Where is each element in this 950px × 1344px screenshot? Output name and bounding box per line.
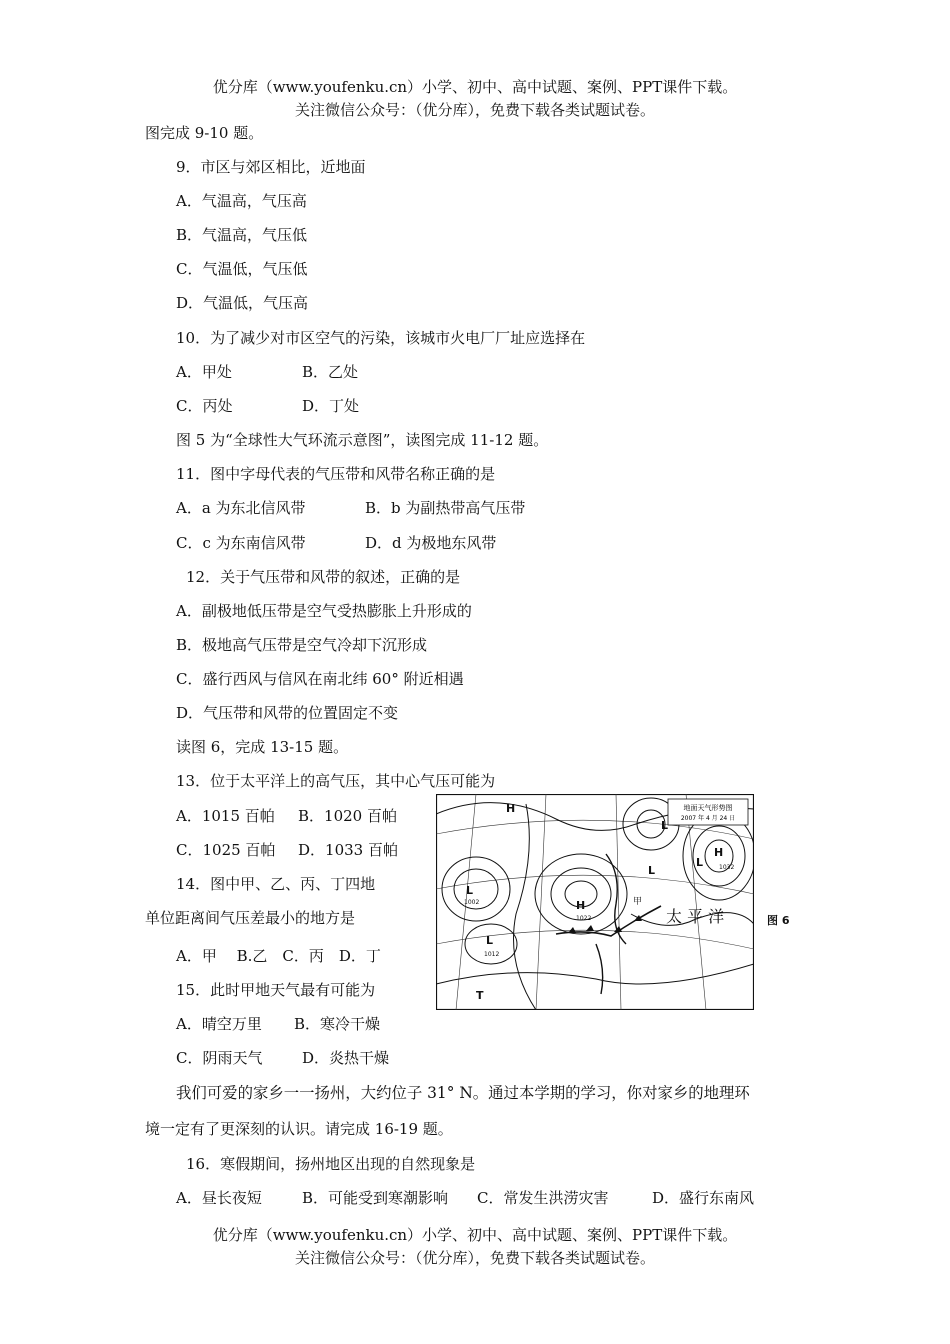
q15-option-b: B．寒冷干燥 [294,1015,381,1033]
q9-option-a: A．气温高，气压高 [176,192,307,210]
q13-option-d: D．1033 百帕 [298,841,398,859]
q10-option-b: B．乙处 [302,363,359,381]
weather-map-figure [436,794,754,1010]
map-mark-l-2: L [648,864,656,877]
q9-stem: 9．市区与郊区相比，近地面 [176,158,366,176]
q11-stem: 11．图中字母代表的气压带和风带名称正确的是 [176,465,496,483]
q15-option-a: A．晴空万里 [176,1015,262,1033]
map-mark-l-5: L [486,934,494,947]
q12-stem: 12．关于气压带和风带的叙述，正确的是 [186,568,461,586]
map-mark-l-1: L [466,884,474,897]
q13-stem: 13．位于太平洋上的高气压，其中心气压可能为 [176,772,496,790]
map-mark-h-2: H [576,899,586,912]
q10-option-a: A．甲处 [176,363,232,381]
q10-stem: 10．为了减少对市区空气的污染，该城市火电厂厂址应选择在 [176,329,586,347]
q15-stem: 15．此时甲地天气最有可能为 [176,981,376,999]
q16-option-a: A．昼长夜短 [176,1189,262,1207]
q14-options: A．甲 B.乙 C．丙 D．丁 [176,947,381,965]
map-ocean-label: 太 平 洋 [666,907,725,926]
q12-option-c: C．盛行西风与信风在南北纬 60° 附近相遇 [176,670,464,688]
map-mark-jia: 甲 [633,897,643,907]
yangzhou-line-2: 境一定有了更深刻的认识。请完成 16-19 题。 [145,1120,453,1138]
q12-option-a: A．副极地低压带是空气受热膨胀上升形成的 [176,602,472,620]
q10-option-d: D．丁处 [302,397,360,415]
header-line-2: 关注微信公众号：（优分库），免费下载各类试题试卷。 [294,101,655,119]
q12-option-b: B．极地高气压带是空气冷却下沉形成 [176,636,428,654]
map-mark-h-1: H [506,802,516,815]
q11-option-a: A．a 为东北信风带 [176,499,306,517]
map-value-1012: 1012 [484,951,500,958]
intro-fig5: 图 5 为“全球性大气环流示意图”，读图完成 11-12 题。 [176,431,549,449]
q16-stem: 16．寒假期间，扬州地区出现的自然现象是 [186,1155,476,1173]
q16-option-c: C．常发生洪涝灾害 [477,1189,609,1207]
q14-stem-2: 单位距离间气压差最小的地方是 [145,909,356,927]
intro-fig6: 读图 6，完成 13-15 题。 [176,738,349,756]
q11-option-b: B．b 为副热带高气压带 [365,499,526,517]
q15-option-c: C．阴雨天气 [176,1049,263,1067]
map-mark-l-4: L [696,856,704,869]
map-value-1022: 1022 [576,915,592,922]
map-mark-t: T [476,989,484,1002]
q13-option-b: B．1020 百帕 [298,807,397,825]
footer-line-1: 优分库（www.youfenku.cn）小学、初中、高中试题、案例、PPT课件下载。 [212,1226,738,1244]
q14-stem-1: 14．图中甲、乙、丙、丁四地 [176,875,376,893]
figure-6-label: 图 6 [767,914,790,927]
q10-option-c: C．丙处 [176,397,233,415]
q16-option-d: D．盛行东南风 [652,1189,755,1207]
q15-option-d: D．炎热干燥 [302,1049,390,1067]
q9-option-d: D．气温低，气压高 [176,294,309,312]
q11-option-d: D．d 为极地东风带 [365,534,497,552]
q9-option-c: C．气温低，气压低 [176,260,308,278]
map-mark-l-3: L [661,819,669,832]
q13-option-c: C．1025 百帕 [176,841,276,859]
yangzhou-line-1: 我们可爱的家乡一一扬州，大约位子 31° N。通过本学期的学习，你对家乡的地理环 [176,1084,750,1102]
map-date: 2007 年 4 月 24 日 [680,815,736,822]
map-value-1002: 1002 [464,899,480,906]
q13-option-a: A．1015 百帕 [176,807,275,825]
q16-option-b: B．可能受到寒潮影响 [302,1189,449,1207]
map-value-1032: 1032 [719,864,735,871]
map-mark-h-3: H [714,846,724,859]
footer-line-2: 关注微信公众号：（优分库），免费下载各类试题试卷。 [294,1249,655,1267]
intro-tail: 图完成 9-10 题。 [145,124,264,142]
q9-option-b: B．气温高，气压低 [176,226,308,244]
q12-option-d: D．气压带和风带的位置固定不变 [176,704,399,722]
map-title: 地面天气形势图 [683,804,733,812]
header-line-1: 优分库（www.youfenku.cn）小学、初中、高中试题、案例、PPT课件下载。 [212,78,738,96]
q11-option-c: C．c 为东南信风带 [176,534,306,552]
